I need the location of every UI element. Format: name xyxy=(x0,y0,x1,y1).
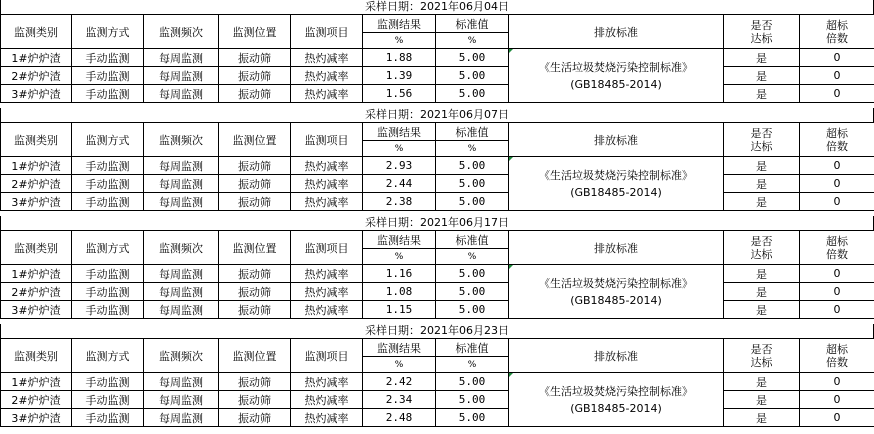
cell-item: 热灼减率 xyxy=(291,301,363,319)
cell-standard xyxy=(509,265,724,319)
header-result-unit: % xyxy=(363,357,436,373)
cell-category: 1#炉炉渣 xyxy=(1,373,72,391)
cell-result: 1.88 xyxy=(363,49,436,67)
cell-method: 手动监测 xyxy=(72,265,144,283)
cell-frequency: 每周监测 xyxy=(144,391,219,409)
cell-compliant: 是 xyxy=(724,283,800,301)
cell-frequency: 每周监测 xyxy=(144,85,219,103)
cell-result: 2.38 xyxy=(363,193,436,211)
standard-name: 《生活垃圾焚烧污染控制标准》 xyxy=(539,384,693,398)
header-category: 监测类别 xyxy=(1,123,72,157)
cell-frequency: 每周监测 xyxy=(144,301,219,319)
header-method: 监测方式 xyxy=(72,123,144,157)
cell-result: 1.15 xyxy=(363,301,436,319)
cell-item: 热灼减率 xyxy=(291,409,363,427)
cell-method: 手动监测 xyxy=(72,409,144,427)
cell-location: 振动筛 xyxy=(219,67,291,85)
cell-location: 振动筛 xyxy=(219,175,291,193)
table-row xyxy=(1,265,874,283)
cell-comment-marker xyxy=(509,265,513,269)
cell-standard xyxy=(509,49,724,103)
table-row xyxy=(1,85,874,103)
cell-frequency: 每周监测 xyxy=(144,67,219,85)
cell-compliant: 是 xyxy=(724,85,800,103)
cell-compliant: 是 xyxy=(724,265,800,283)
cell-limit: 5.00 xyxy=(436,373,509,391)
table-row xyxy=(1,49,874,67)
cell-location: 振动筛 xyxy=(219,409,291,427)
header-result: 监测结果 xyxy=(363,339,436,357)
cell-item: 热灼减率 xyxy=(291,85,363,103)
cell-category: 2#炉炉渣 xyxy=(1,175,72,193)
cell-method: 手动监测 xyxy=(72,301,144,319)
header-method: 监测方式 xyxy=(72,339,144,373)
cell-compliant: 是 xyxy=(724,391,800,409)
cell-method: 手动监测 xyxy=(72,175,144,193)
cell-frequency: 每周监测 xyxy=(144,157,219,175)
standard-code: (GB18485-2014) xyxy=(570,401,662,415)
sampling-date-label: 采样日期：2021年06月23日 xyxy=(0,324,874,338)
header-result: 监测结果 xyxy=(363,15,436,33)
cell-limit: 5.00 xyxy=(436,283,509,301)
cell-category: 1#炉炉渣 xyxy=(1,157,72,175)
header-compliant: 是否 达标 xyxy=(724,231,800,265)
cell-limit: 5.00 xyxy=(436,391,509,409)
table-row xyxy=(1,157,874,175)
cell-category: 3#炉炉渣 xyxy=(1,85,72,103)
cell-comment-marker xyxy=(509,373,513,377)
header-category: 监测类别 xyxy=(1,339,72,373)
cell-location: 振动筛 xyxy=(219,85,291,103)
table-row xyxy=(1,409,874,427)
results-table xyxy=(0,122,874,211)
cell-standard xyxy=(509,373,724,427)
cell-exceed: 0 xyxy=(800,157,874,175)
header-limit-unit: % xyxy=(436,249,509,265)
cell-method: 手动监测 xyxy=(72,49,144,67)
results-table xyxy=(0,14,874,103)
cell-exceed: 0 xyxy=(800,391,874,409)
cell-location: 振动筛 xyxy=(219,373,291,391)
cell-location: 振动筛 xyxy=(219,391,291,409)
sampling-date-label: 采样日期：2021年06月04日 xyxy=(0,0,874,14)
cell-exceed: 0 xyxy=(800,265,874,283)
header-result: 监测结果 xyxy=(363,123,436,141)
cell-result: 2.44 xyxy=(363,175,436,193)
header-result-unit: % xyxy=(363,33,436,49)
table-row xyxy=(1,373,874,391)
cell-item: 热灼减率 xyxy=(291,391,363,409)
cell-exceed: 0 xyxy=(800,175,874,193)
cell-exceed: 0 xyxy=(800,283,874,301)
header-item: 监测项目 xyxy=(291,339,363,373)
cell-limit: 5.00 xyxy=(436,193,509,211)
header-exceed: 超标 倍数 xyxy=(800,231,874,265)
cell-frequency: 每周监测 xyxy=(144,49,219,67)
header-frequency: 监测频次 xyxy=(144,339,219,373)
header-compliant: 是否 达标 xyxy=(724,15,800,49)
cell-item: 热灼减率 xyxy=(291,67,363,85)
header-category: 监测类别 xyxy=(1,231,72,265)
cell-method: 手动监测 xyxy=(72,373,144,391)
table-row xyxy=(1,283,874,301)
table-row xyxy=(1,67,874,85)
cell-item: 热灼减率 xyxy=(291,193,363,211)
cell-limit: 5.00 xyxy=(436,157,509,175)
header-standard: 排放标准 xyxy=(509,339,724,373)
header-limit-unit: % xyxy=(436,357,509,373)
cell-compliant: 是 xyxy=(724,157,800,175)
cell-item: 热灼减率 xyxy=(291,175,363,193)
table-row xyxy=(1,301,874,319)
cell-method: 手动监测 xyxy=(72,85,144,103)
cell-location: 振动筛 xyxy=(219,193,291,211)
header-result-unit: % xyxy=(363,141,436,157)
header-frequency: 监测频次 xyxy=(144,231,219,265)
cell-method: 手动监测 xyxy=(72,283,144,301)
cell-item: 热灼减率 xyxy=(291,157,363,175)
cell-item: 热灼减率 xyxy=(291,283,363,301)
cell-limit: 5.00 xyxy=(436,409,509,427)
cell-limit: 5.00 xyxy=(436,265,509,283)
header-method: 监测方式 xyxy=(72,15,144,49)
cell-item: 热灼减率 xyxy=(291,265,363,283)
standard-name: 《生活垃圾焚烧污染控制标准》 xyxy=(539,60,693,74)
cell-category: 1#炉炉渣 xyxy=(1,265,72,283)
header-item: 监测项目 xyxy=(291,123,363,157)
header-item: 监测项目 xyxy=(291,15,363,49)
cell-location: 振动筛 xyxy=(219,49,291,67)
sampling-date-label: 采样日期：2021年06月17日 xyxy=(0,216,874,230)
cell-location: 振动筛 xyxy=(219,283,291,301)
header-limit-unit: % xyxy=(436,141,509,157)
cell-method: 手动监测 xyxy=(72,67,144,85)
sampling-block xyxy=(0,324,874,432)
header-compliant: 是否 达标 xyxy=(724,339,800,373)
header-standard: 排放标准 xyxy=(509,15,724,49)
cell-location: 振动筛 xyxy=(219,301,291,319)
cell-comment-marker xyxy=(509,49,513,53)
header-result-unit: % xyxy=(363,249,436,265)
table-row xyxy=(1,193,874,211)
cell-method: 手动监测 xyxy=(72,391,144,409)
cell-result: 1.56 xyxy=(363,85,436,103)
cell-frequency: 每周监测 xyxy=(144,409,219,427)
table-row xyxy=(1,391,874,409)
cell-exceed: 0 xyxy=(800,373,874,391)
standard-name: 《生活垃圾焚烧污染控制标准》 xyxy=(539,276,693,290)
cell-compliant: 是 xyxy=(724,373,800,391)
cell-standard xyxy=(509,157,724,211)
header-limit: 标准值 xyxy=(436,123,509,141)
cell-category: 2#炉炉渣 xyxy=(1,283,72,301)
cell-comment-marker xyxy=(509,157,513,161)
cell-method: 手动监测 xyxy=(72,193,144,211)
cell-method: 手动监测 xyxy=(72,157,144,175)
sampling-date-label: 采样日期：2021年06月07日 xyxy=(0,108,874,122)
header-method: 监测方式 xyxy=(72,231,144,265)
cell-limit: 5.00 xyxy=(436,301,509,319)
cell-category: 2#炉炉渣 xyxy=(1,391,72,409)
cell-location: 振动筛 xyxy=(219,265,291,283)
cell-item: 热灼减率 xyxy=(291,49,363,67)
header-standard: 排放标准 xyxy=(509,231,724,265)
header-limit-unit: % xyxy=(436,33,509,49)
cell-result: 1.08 xyxy=(363,283,436,301)
standard-name: 《生活垃圾焚烧污染控制标准》 xyxy=(539,168,693,182)
cell-compliant: 是 xyxy=(724,49,800,67)
cell-category: 3#炉炉渣 xyxy=(1,409,72,427)
cell-result: 2.48 xyxy=(363,409,436,427)
cell-compliant: 是 xyxy=(724,175,800,193)
cell-result: 2.34 xyxy=(363,391,436,409)
cell-exceed: 0 xyxy=(800,193,874,211)
table-row xyxy=(1,175,874,193)
cell-frequency: 每周监测 xyxy=(144,193,219,211)
cell-category: 3#炉炉渣 xyxy=(1,301,72,319)
header-category: 监测类别 xyxy=(1,15,72,49)
cell-category: 1#炉炉渣 xyxy=(1,49,72,67)
cell-limit: 5.00 xyxy=(436,49,509,67)
cell-compliant: 是 xyxy=(724,409,800,427)
header-location: 监测位置 xyxy=(219,231,291,265)
cell-frequency: 每周监测 xyxy=(144,283,219,301)
header-limit: 标准值 xyxy=(436,339,509,357)
cell-location: 振动筛 xyxy=(219,157,291,175)
cell-compliant: 是 xyxy=(724,301,800,319)
sampling-block xyxy=(0,216,874,324)
header-location: 监测位置 xyxy=(219,339,291,373)
header-frequency: 监测频次 xyxy=(144,15,219,49)
cell-frequency: 每周监测 xyxy=(144,175,219,193)
header-compliant: 是否 达标 xyxy=(724,123,800,157)
cell-result: 1.16 xyxy=(363,265,436,283)
header-standard: 排放标准 xyxy=(509,123,724,157)
cell-category: 2#炉炉渣 xyxy=(1,67,72,85)
cell-limit: 5.00 xyxy=(436,67,509,85)
sampling-block xyxy=(0,0,874,108)
cell-limit: 5.00 xyxy=(436,85,509,103)
header-exceed: 超标 倍数 xyxy=(800,15,874,49)
cell-exceed: 0 xyxy=(800,85,874,103)
cell-exceed: 0 xyxy=(800,409,874,427)
header-location: 监测位置 xyxy=(219,123,291,157)
header-limit: 标准值 xyxy=(436,15,509,33)
cell-result: 2.93 xyxy=(363,157,436,175)
results-table xyxy=(0,230,874,319)
results-table xyxy=(0,338,874,427)
cell-category: 3#炉炉渣 xyxy=(1,193,72,211)
cell-result: 1.39 xyxy=(363,67,436,85)
standard-code: (GB18485-2014) xyxy=(570,293,662,307)
standard-code: (GB18485-2014) xyxy=(570,77,662,91)
header-exceed: 超标 倍数 xyxy=(800,123,874,157)
cell-compliant: 是 xyxy=(724,67,800,85)
cell-limit: 5.00 xyxy=(436,175,509,193)
cell-exceed: 0 xyxy=(800,49,874,67)
header-location: 监测位置 xyxy=(219,15,291,49)
header-exceed: 超标 倍数 xyxy=(800,339,874,373)
cell-exceed: 0 xyxy=(800,301,874,319)
header-result: 监测结果 xyxy=(363,231,436,249)
cell-compliant: 是 xyxy=(724,193,800,211)
header-item: 监测项目 xyxy=(291,231,363,265)
cell-exceed: 0 xyxy=(800,67,874,85)
standard-code: (GB18485-2014) xyxy=(570,185,662,199)
cell-frequency: 每周监测 xyxy=(144,265,219,283)
sampling-block xyxy=(0,108,874,216)
cell-frequency: 每周监测 xyxy=(144,373,219,391)
cell-result: 2.42 xyxy=(363,373,436,391)
header-limit: 标准值 xyxy=(436,231,509,249)
cell-item: 热灼减率 xyxy=(291,373,363,391)
header-frequency: 监测频次 xyxy=(144,123,219,157)
